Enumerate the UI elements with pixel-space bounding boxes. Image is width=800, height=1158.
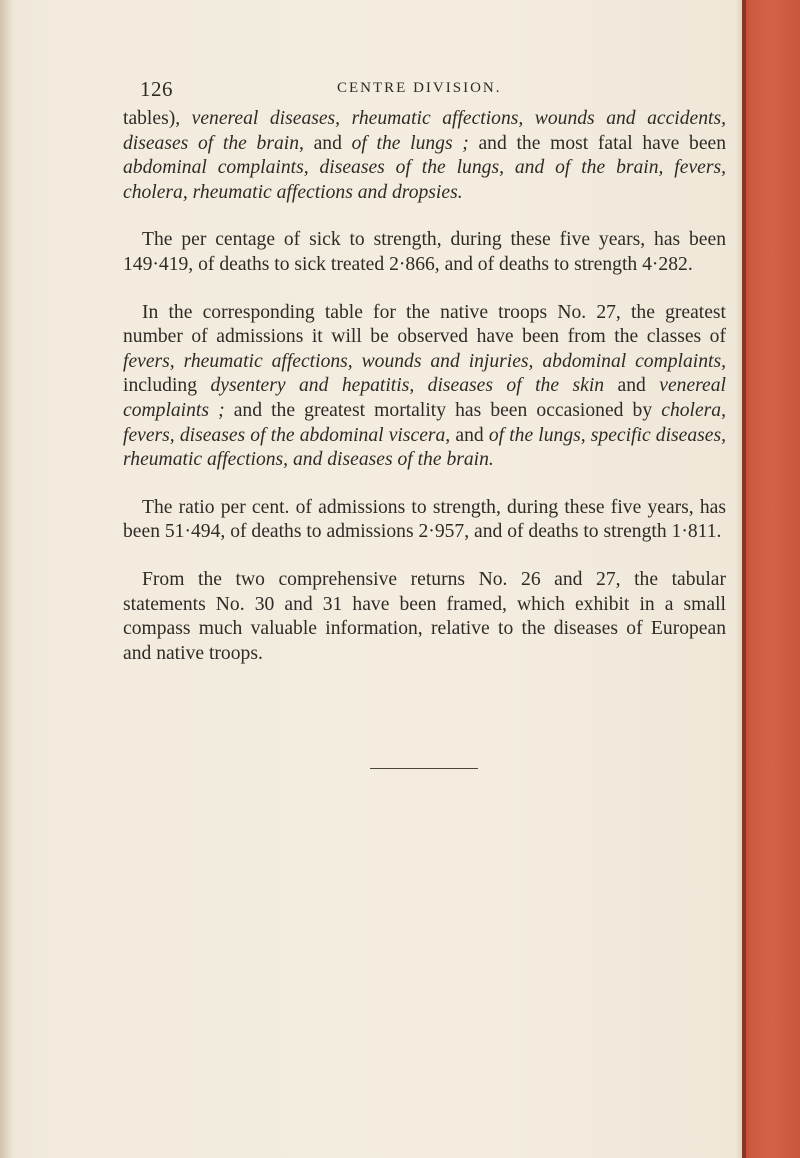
italic-run: venereal complaints ; [123,375,726,421]
body-text [123,107,726,666]
italic-run: venereal diseases, rheumatic affections, wounds and accidents, diseases of the brain, [123,108,726,154]
italic-run: cholera, fevers, diseases of the abdominal viscera, [123,399,727,446]
paragraph-2: The per centage of sick to strength, during these five years, has been 149·419, of deaths to sick treated 2·866, and of deaths to strength 4·282. [123,229,726,275]
text-run: and the greatest mortality has been occasioned by [224,399,662,421]
paragraph-5: From the two comprehensive returns No. 26 and 27, the tabular statements No. 30 and 31 have been framed, which exhibit in a small compass much valuable information, relative to the diseases of European and native troops. [123,568,726,664]
text-run: and [450,424,489,446]
italic-run: dysentery and hepatitis, diseases of the skin [210,375,605,397]
text-run: and [303,132,352,154]
text-run: In the corresponding table for the native troops No. 27, the greatest number of admissions it will be observed have been from the classes of [123,301,726,348]
binding-gutter [0,0,14,1158]
italic-run: abdominal complaints, diseases of the lungs, and of the brain, fevers, cholera, rheumatic affections and dropsies. [123,157,726,203]
book-cover-edge [742,0,800,1158]
page-header [140,77,720,99]
page-number: 126 [140,77,173,101]
text-run: including [123,375,211,397]
italic-run: of the lungs ; [351,132,469,154]
running-head: CENTRE DIVISION. [337,80,502,96]
paragraph-1 [123,107,726,205]
text-run: and [604,375,660,397]
paragraph-3 [123,301,726,473]
text-run: and the most fatal have been [468,132,727,154]
italic-run: fevers, rheumatic affections, wounds and injuries, abdominal complaints, [123,350,726,372]
text-run: tables), [123,108,192,129]
section-end-rule [370,768,478,769]
italic-run: of the lungs, specific diseases, rheumatic affections, and diseases of the brain. [123,424,726,471]
paragraph-4: The ratio per cent. of admissions to strength, during these five years, has been 51·494, of deaths to admissions 2·957, and of deaths to strength 1·811. [123,496,726,543]
